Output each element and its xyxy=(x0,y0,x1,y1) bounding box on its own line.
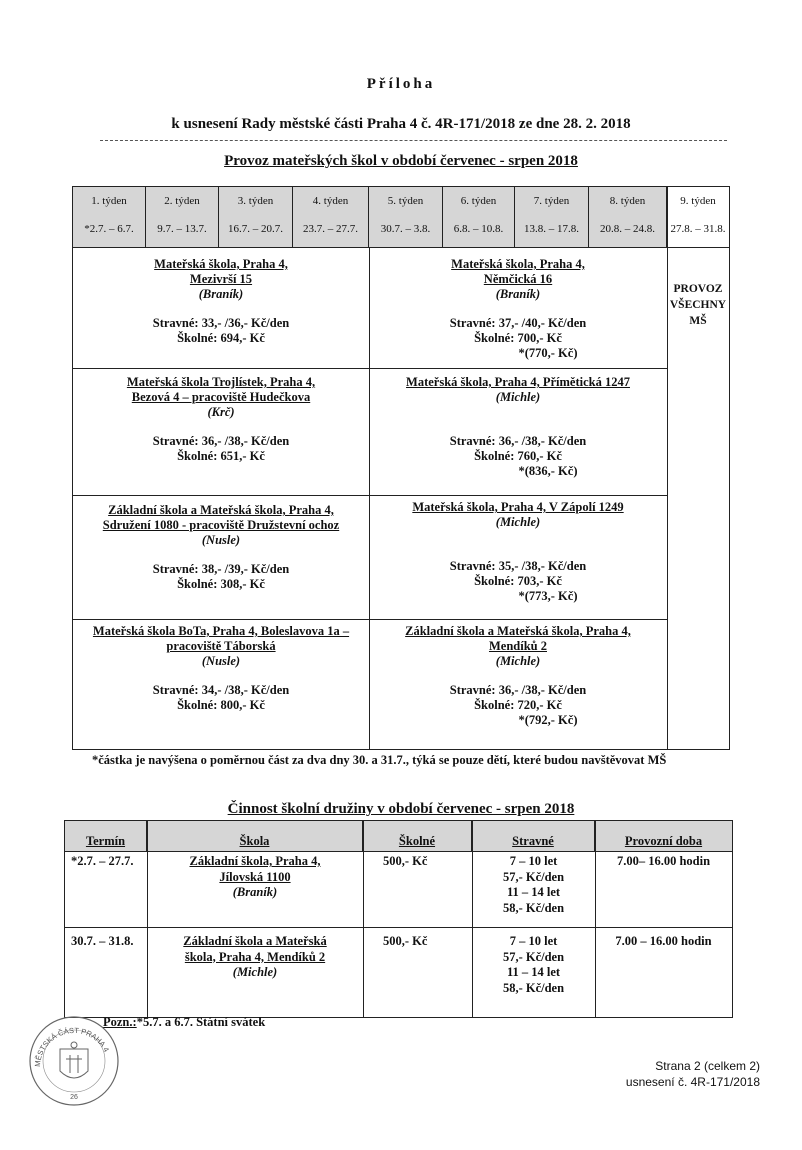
resolution-heading: k usnesení Rady městské části Praha 4 č. 4R-171/2018 ze dne 28. 2. 2018 xyxy=(171,116,631,132)
week-number: 6. týden xyxy=(460,195,497,207)
column-header xyxy=(65,821,147,851)
school-entry xyxy=(73,375,369,464)
week-header xyxy=(293,187,369,247)
week-dates: 13.8. – 17.8. xyxy=(524,223,579,235)
meal-fee: Stravné: 36,- /38,- Kč/den xyxy=(152,434,290,448)
all-kindergartens-open xyxy=(667,281,729,329)
meal-fee: Stravné: 37,- /40,- Kč/den xyxy=(449,316,587,330)
week-dates: 16.7. – 20.7. xyxy=(228,223,283,235)
term: *2.7. – 27.7. xyxy=(71,854,134,868)
week-dates: 6.8. – 10.8. xyxy=(453,223,504,235)
week-dates: 27.8. – 31.8. xyxy=(670,223,726,235)
club-school xyxy=(147,854,363,901)
school-entry xyxy=(369,624,667,728)
header-label: Stravné xyxy=(512,834,554,848)
meal-fee: Stravné: 36,- /38,- Kč/den xyxy=(449,683,587,697)
school-name: Mateřská škola, Praha 4, xyxy=(451,257,585,271)
school-address: Mezivrší 15 xyxy=(189,272,253,286)
school-district: (Michle) xyxy=(232,965,278,979)
summer-operation-title: Provoz mateřských škol v období červenec - srpen 2018 xyxy=(224,153,578,169)
week-header xyxy=(515,187,589,247)
week-number: 2. týden xyxy=(164,195,200,207)
meal-fee: Stravné: 34,- /38,- Kč/den xyxy=(152,683,290,697)
row-divider xyxy=(73,619,667,620)
school-address: Sdružení 1080 - pracoviště Družstevní ochoz xyxy=(102,518,340,532)
school-address: Bezová 4 – pracoviště Hudečkova xyxy=(131,390,311,404)
header-label: Školné xyxy=(398,834,436,848)
school-district: (Krč) xyxy=(207,405,235,419)
school-name: Mateřská škola, Praha 4, xyxy=(154,257,288,271)
school-district: (Braník) xyxy=(232,885,278,899)
tuition-fee: Školné: 760,- Kč xyxy=(474,449,562,463)
tuition-fee: Školné: 700,- Kč xyxy=(474,331,562,345)
provoz-line: VŠECHNY xyxy=(669,299,727,311)
tuition-fee: Školné: 651,- Kč xyxy=(177,449,265,463)
column-divider xyxy=(147,821,148,1017)
week-header xyxy=(369,187,443,247)
page-footer xyxy=(560,1058,760,1090)
school-address: Němčická 16 xyxy=(483,272,553,286)
footnote-text: *5.7. a 6.7. Státní svátek xyxy=(136,1015,266,1029)
age-group: 11 – 14 let xyxy=(506,965,561,979)
age-group: 11 – 14 let xyxy=(506,885,561,899)
week-number: 8. týden xyxy=(609,195,646,207)
meal-fee: Stravné: 35,- /38,- Kč/den xyxy=(449,559,587,573)
week-dates: 20.8. – 24.8. xyxy=(600,223,655,235)
meal-fee: 58,- Kč/den xyxy=(502,900,565,915)
meal-fee: Stravné: 33,- /36,- Kč/den xyxy=(152,316,290,330)
school-district: (Michle) xyxy=(495,515,541,529)
surcharge-note: *částka je navýšena o poměrnou část za dva dny 30. a 31.7., týká se pouze dětí, které budou navštěvovat MŠ xyxy=(92,753,667,767)
school-entry xyxy=(73,503,369,592)
school-name: Mateřská škola, Praha 4, V Zápolí 1249 xyxy=(412,500,624,514)
stamp-number: 26 xyxy=(70,1094,78,1101)
meal-fee: 58,- Kč/den xyxy=(502,980,565,995)
school-name: Mateřská škola, Praha 4, Přímětická 1247 xyxy=(406,375,630,389)
school-district: (Michle) xyxy=(495,390,541,404)
column-header xyxy=(147,821,363,851)
school-name: Základní škola a Mateřská xyxy=(183,934,327,948)
tuition: 500,- Kč xyxy=(383,934,428,948)
official-stamp xyxy=(28,1015,120,1107)
tuition-fee: Školné: 308,- Kč xyxy=(177,577,265,591)
school-entry xyxy=(369,500,667,604)
summer-schedule-table xyxy=(72,186,730,750)
school-address: škola, Praha 4, Mendíků 2 xyxy=(184,949,326,964)
term: 30.7. – 31.8. xyxy=(71,934,134,948)
increased-fee: *(773,- Kč) xyxy=(518,589,578,603)
column-divider xyxy=(363,821,364,1017)
row-divider xyxy=(73,495,667,496)
meal-prices xyxy=(472,934,595,996)
week-header xyxy=(667,187,729,247)
after-school-club-table xyxy=(64,820,733,1018)
row-divider xyxy=(73,368,667,369)
column-divider xyxy=(667,187,668,749)
week-number: 5. týden xyxy=(387,195,424,207)
week-number: 9. týden xyxy=(680,195,716,207)
week-number: 7. týden xyxy=(533,195,570,207)
opening-hours: 7.00 – 16.00 hodin xyxy=(615,934,712,948)
week-header xyxy=(589,187,667,247)
week-number: 4. týden xyxy=(312,195,349,207)
column-header xyxy=(363,821,472,851)
school-district: (Braník) xyxy=(198,287,244,301)
dashed-divider xyxy=(100,140,727,141)
after-school-club-title: Činnost školní družiny v období červenec - srpen 2018 xyxy=(227,801,575,817)
tuition-fee: Školné: 694,- Kč xyxy=(177,331,265,345)
column-header xyxy=(472,821,595,851)
header-label: Škola xyxy=(239,834,270,848)
week-header xyxy=(73,187,146,247)
meal-fee: Stravné: 38,- /39,- Kč/den xyxy=(152,562,290,576)
tuition-fee: Školné: 720,- Kč xyxy=(474,698,562,712)
column-divider xyxy=(595,821,596,1017)
club-school xyxy=(147,934,363,981)
school-district: (Nusle) xyxy=(201,533,241,547)
school-district: (Michle) xyxy=(495,654,541,668)
footnote xyxy=(103,1015,265,1030)
school-name: Mateřská škola BoTa, Praha 4, Boleslavova 1a – xyxy=(92,624,350,638)
row-divider xyxy=(65,851,732,852)
attachment-heading: Příloha xyxy=(366,76,436,92)
page-number: Strana 2 (celkem 2) xyxy=(655,1059,760,1073)
age-group: 7 – 10 let xyxy=(509,854,558,868)
header-label: Provozní doba xyxy=(624,834,703,848)
tuition: 500,- Kč xyxy=(383,854,428,868)
school-address: pracoviště Táborská xyxy=(166,639,276,653)
school-entry xyxy=(73,257,369,346)
school-entry xyxy=(369,375,667,479)
week-number: 1. týden xyxy=(91,195,127,207)
coat-of-arms-icon xyxy=(60,1042,88,1078)
meal-fee: 57,- Kč/den xyxy=(502,869,565,884)
meal-fee: 57,- Kč/den xyxy=(502,949,565,964)
week-dates: 9.7. – 13.7. xyxy=(157,223,207,235)
header-label: Termín xyxy=(85,834,126,848)
week-dates: 23.7. – 27.7. xyxy=(303,223,358,235)
school-name: Základní škola a Mateřská škola, Praha 4, xyxy=(405,624,631,638)
week-dates: 30.7. – 3.8. xyxy=(380,223,431,235)
school-district: (Braník) xyxy=(495,287,541,301)
footnote-label: Pozn.: xyxy=(103,1015,137,1029)
school-name: Základní škola, Praha 4, xyxy=(189,854,321,868)
school-entry xyxy=(73,624,369,713)
increased-fee: *(836,- Kč) xyxy=(518,464,578,478)
column-header xyxy=(595,821,732,851)
provoz-line: MŠ xyxy=(689,315,707,327)
resolution-number: usnesení č. 4R-171/2018 xyxy=(625,1075,760,1089)
increased-fee: *(792,- Kč) xyxy=(518,713,578,727)
stamp-text: MĚSTSKÁ ČÁST PRAHA 4 xyxy=(32,1025,111,1068)
tuition-fee: Školné: 703,- Kč xyxy=(474,574,562,588)
week-number: 3. týden xyxy=(237,195,274,207)
increased-fee: *(770,- Kč) xyxy=(518,346,578,360)
school-address: Jílovská 1100 xyxy=(219,869,291,884)
opening-hours: 7.00– 16.00 hodin xyxy=(616,854,711,868)
week-header xyxy=(146,187,219,247)
row-divider xyxy=(65,927,732,928)
tuition-fee: Školné: 800,- Kč xyxy=(177,698,265,712)
week-header xyxy=(219,187,293,247)
school-entry xyxy=(369,257,667,361)
school-name: Mateřská škola Trojlístek, Praha 4, xyxy=(126,375,316,389)
school-name: Základní škola a Mateřská škola, Praha 4, xyxy=(108,503,334,517)
provoz-line: PROVOZ xyxy=(673,283,723,295)
meal-fee: Stravné: 36,- /38,- Kč/den xyxy=(449,434,587,448)
school-district: (Nusle) xyxy=(201,654,241,668)
meal-prices xyxy=(472,854,595,916)
age-group: 7 – 10 let xyxy=(509,934,558,948)
row-divider xyxy=(73,247,729,248)
school-address: Mendíků 2 xyxy=(488,639,547,653)
week-dates: *2.7. – 6.7. xyxy=(84,223,134,235)
week-header xyxy=(443,187,515,247)
